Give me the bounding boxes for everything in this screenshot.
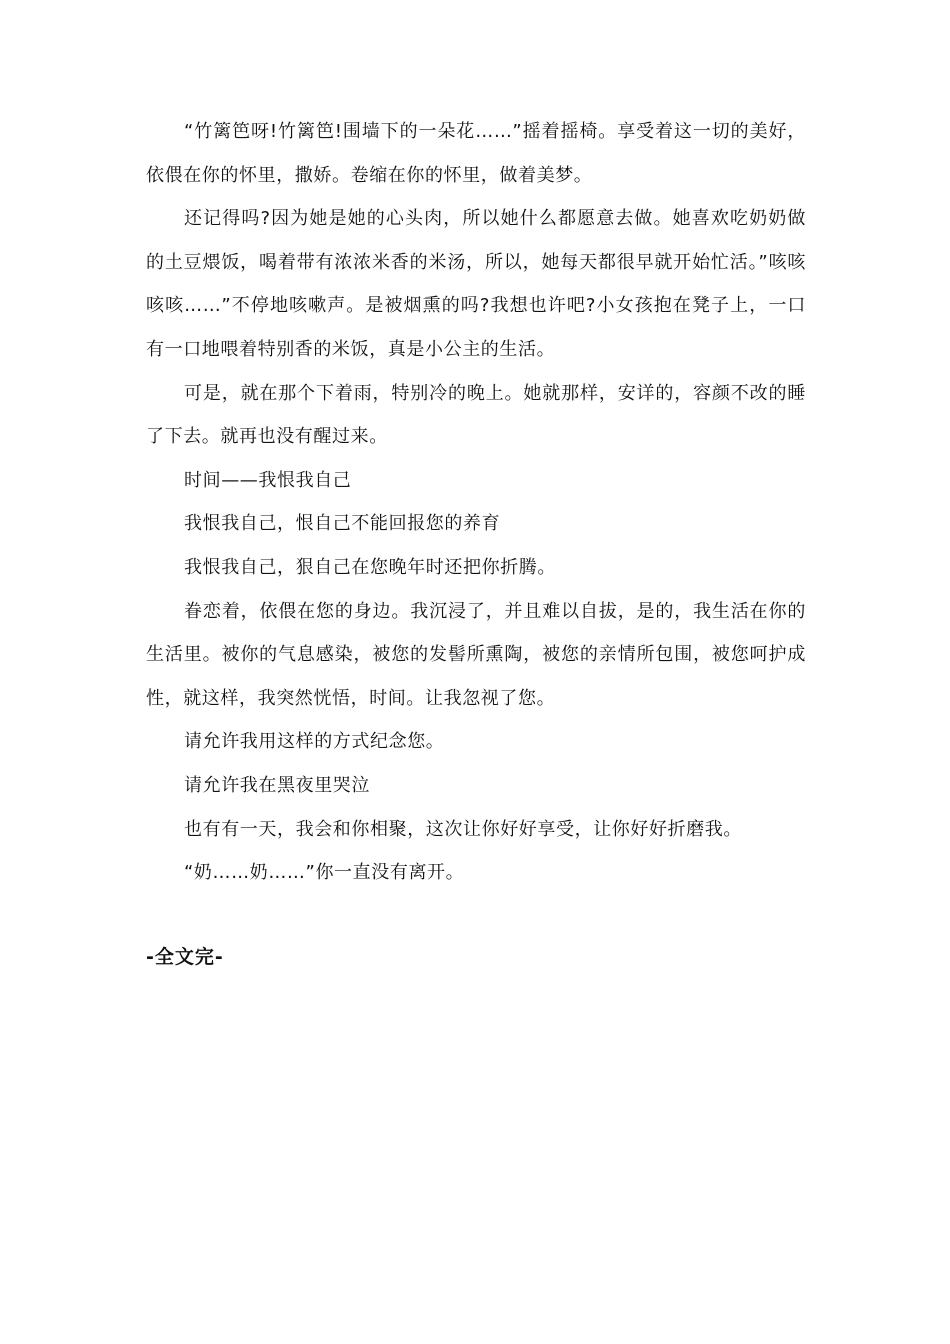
paragraph: 请允许我在黑夜里哭泣 (184, 774, 370, 796)
paragraph: “竹篱笆呀!竹篱笆!围墙下的一朵花……”摇着摇椅。享受着这一切的美好，依偎在你的怀里，撒娇。卷缩在你的怀里，做着美梦。 (146, 121, 806, 186)
paragraph: 我恨我自己，恨自己不能回报您的养育 (184, 513, 501, 535)
paragraph: 可是，就在那个下着雨，特别冷的晚上。她就那样，安详的，容颜不改的睡了下去。就再也没有醒过来。 (146, 382, 806, 448)
paragraph: 时间——我恨我自己 (184, 469, 352, 491)
paragraph: 眷恋着，依偎在您的身边。我沉浸了，并且难以自拔，是的，我生活在你的生活里。被你的气息感染，被您的发髻所熏陶，被您的亲情所包围，被您呵护成性，就这样，我突然恍悟，时间。让我忽视了您。 (146, 600, 806, 709)
article-body (146, 110, 806, 895)
paragraph: “奶……奶……”你一直没有离开。 (184, 862, 465, 884)
paragraph: 也有有一天，我会和你相聚，这次让你好好享受，让你好好折磨我。 (184, 818, 742, 840)
paragraph: 我恨我自己，狠自己在您晚年时还把你折腾。 (184, 556, 556, 578)
end-of-article-mark: -全文完- (146, 946, 224, 968)
paragraph: 还记得吗?因为她是她的心头肉，所以她什么都愿意去做。她喜欢吃奶奶做的土豆煨饭，喝着带有浓浓米香的米汤，所以，她每天都很早就开始忙活。”咳咳咳咳……”不停地咳嗽声。是被烟熏的吗?我想也许吧?小女孩抱在凳子上，一口有一口地喂着特别香的米饭，真是小公主的生活。 (146, 208, 806, 360)
paragraph: 请允许我用这样的方式纪念您。 (184, 731, 445, 753)
